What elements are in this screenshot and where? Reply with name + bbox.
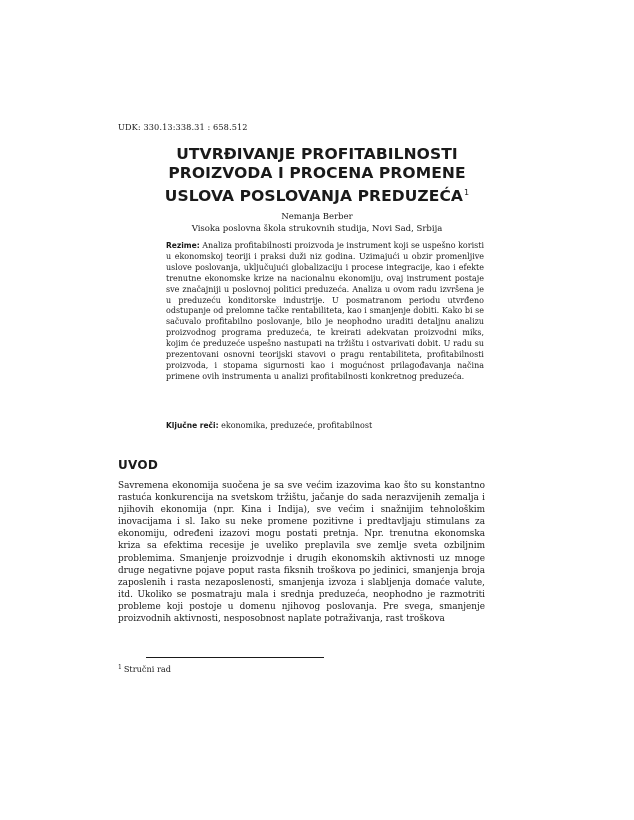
title-line-2: PROIZVODA I PROCENA PROMENE <box>168 164 466 182</box>
title-line-3-text: USLOVA POSLOVANJA PREDUZEĆA <box>164 187 464 205</box>
paper-title <box>150 145 484 206</box>
author-name: Nemanja Berber <box>281 212 353 222</box>
footnote-mark: 1 <box>118 664 122 671</box>
udk-code: UDK: 330.13:338.31 : 658.512 <box>118 122 248 132</box>
keywords-text: ekonomika, preduzeće, profitabilnost <box>221 421 373 430</box>
author-block <box>150 212 484 235</box>
footnote-text: Stručni rad <box>123 664 172 674</box>
title-line-1: UTVRĐIVANJE PROFITABILNOSTI <box>176 145 458 163</box>
body-paragraph: Savremena ekonomija suočena je sa sve većim izazovima kao što su konstantno rastuća konkurencija na svetskom tržištu, jačanje do sada nerazvijenih zemalja i njihovih ekonomija (npr. Kina i Indija), sve većim i snažnijim tehnološkim inovacijama i sl. Iako su neke promene pozitivne i predtavljaju stimulans za ekonomiju, određeni izazovi mogu postati pretnja. Npr. trenutna ekonomska kriza sa efektima recesije je uveliko preplavila sve zemlje sveta ozbiljnim problemima. Smanjenje proizvodnje i drugih ekonomskih aktivnosti uz mnoge druge negativne pojave poput rasta fiksnih troškova po jedinici, smanjenja broja zaposlenih i rasta nezaposlenosti, smanjenja izvoza i slabljenja domaće valute, itd. Ukoliko se posmatraju mala i srednja preduzeća, neophodno je razmotriti probleme koji postoje u domenu njihovog poslovanja. Pre svega, smanjenje proizvodnih aktivnosti, nesposobnost naplate potraživanja, rast troškova <box>118 481 485 625</box>
abstract-label: Rezime: <box>166 241 200 250</box>
title-line-3 <box>150 183 484 206</box>
section-heading: UVOD <box>118 458 159 472</box>
abstract-text: Analiza profitabilnosti proizvoda je instrument koji se uspešno koristi u ekonomskoj teoriji i praksi duži niz godina. Uzimajući u obzir promenljive uslove poslovanja, uključujući globalizaciju i procese integracije, kao i efekte trenutne ekonomske krize na nacionalnu ekonomiju, ovaj instrument postaje sve značajniji u poslovnoj politici preduzeća. Analiza u ovom radu izvršena je u preduzeću konditorske industrije. U posmatranom periodu utvrđeno odstupanje od prelomne tačke rentabiliteta, kao i smanjenje dobiti. Kako bi se sačuvalo profitabilno poslovanje, bilo je neophodno uraditi detaljnu analizu proizvodnog programa preduzeća, te kreirati adekvatan proizvodni miks, kojim će preduzeće uspešno nastupati na tržištu i ostvarivati dobit. U radu su prezentovani osnovni teorijski stavovi o pragu rentabiliteta, profitabilnosti proizvoda, i stopama sigurnosti kao i mogućnost prilagođavanja načina primene ovih instrumenta u analizi profitabilnosti konkretnog preduzeća. <box>166 241 485 381</box>
keywords-label: Ključne reči: <box>166 421 219 430</box>
title-footnote-mark: 1 <box>464 188 470 197</box>
footnote <box>118 664 171 674</box>
author-affiliation: Visoka poslovna škola strukovnih studija, Novi Sad, Srbija <box>191 223 443 234</box>
abstract <box>166 241 484 383</box>
keywords <box>166 420 484 431</box>
footnote-divider <box>146 657 324 658</box>
